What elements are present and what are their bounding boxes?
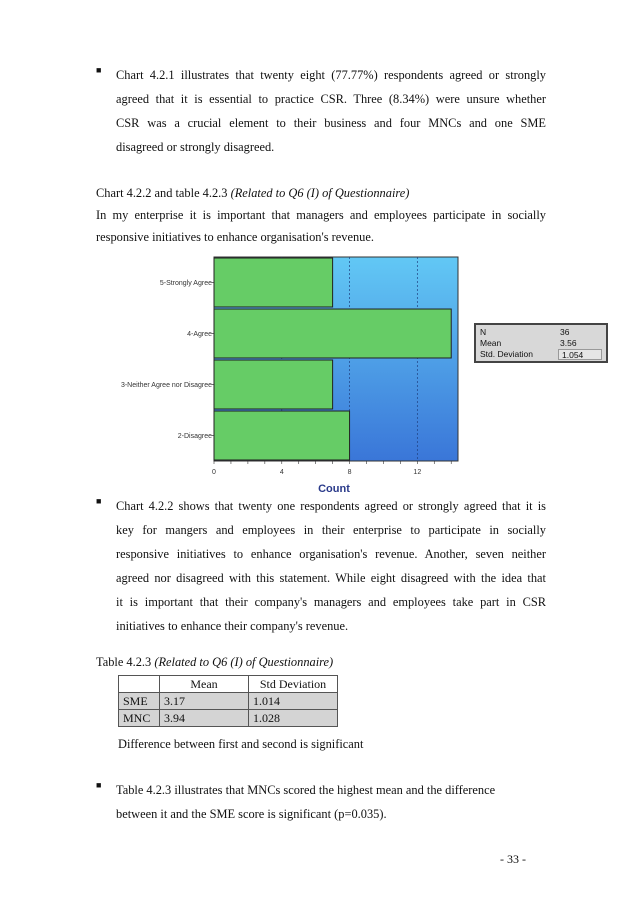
text-line: agreed that it is essential to practice CSR. Three (8.34%) were unsure whether (116, 92, 546, 106)
table-header-cell (119, 676, 160, 693)
chart-heading (96, 182, 546, 204)
category-label: 5-Strongly Agree (159, 280, 212, 287)
bullet-icon: ■ (96, 780, 102, 790)
difference-note-text: Difference between first and second is significant (118, 737, 364, 751)
text-line: key for mangers and employees in their enterprise to participate in socially (116, 523, 546, 537)
page-number: - 33 - (500, 852, 526, 866)
stats-table (118, 675, 338, 727)
stat-label: N (480, 327, 487, 337)
category-label: 3-Neither Agree nor Disagree (120, 382, 212, 389)
x-tick-label: 4 (279, 469, 284, 476)
stat-label: Mean (480, 338, 502, 348)
table-row (119, 693, 338, 710)
text-line: agreed nor disagreed with this statement. While eight disagreed with the idea that (116, 571, 546, 585)
bullet-icon: ■ (96, 496, 102, 506)
stat-row-sd (480, 349, 606, 359)
table-cell: MNC (119, 710, 160, 727)
stat-row-n (480, 327, 606, 337)
text-line: Table 4.2.3 illustrates that MNCs scored the highest mean and the difference (116, 783, 496, 797)
table-heading-prefix: Table 4.2.3 (96, 655, 155, 669)
table-row (119, 710, 338, 727)
table-cell: 3.17 (160, 693, 249, 710)
bar-2 (214, 309, 451, 358)
text-line: Chart 4.2.1 illustrates that twenty eight (77.77%) respondents agreed or strongly (116, 68, 546, 82)
difference-note (118, 733, 568, 755)
table-heading-italic: (Related to Q6 (I) of Questionnaire) (154, 655, 334, 669)
statement-line: In my enterprise it is important that managers and employees participate in socially (96, 208, 546, 222)
text-line: initiatives to enhance their company's revenue. (116, 619, 349, 633)
stat-value: 3.56 (560, 338, 577, 348)
bar-1 (214, 258, 333, 307)
statistics-box (474, 323, 608, 363)
x-axis-title: Count (318, 483, 350, 495)
bullet-paragraph-1 (96, 63, 546, 159)
text-line: CSR was a crucial element to their business and four MNCs and one SME (116, 116, 546, 130)
bar-chart (96, 256, 546, 496)
bullet-paragraph-2 (96, 494, 546, 638)
stat-row-mean (480, 338, 606, 348)
x-tick-label: 8 (347, 469, 352, 476)
table-cell: SME (119, 693, 160, 710)
text-line: it is important that their company's managers and employees take part in CSR (116, 595, 546, 609)
table-header-cell: Mean (160, 676, 249, 693)
bullet-paragraph-3 (96, 778, 546, 826)
table-cell: 1.014 (249, 693, 338, 710)
statement-line: responsive initiatives to enhance organisation's revenue. (96, 230, 374, 244)
bullet-icon: ■ (96, 65, 102, 75)
table-heading (96, 651, 546, 673)
x-tick-label: 0 (212, 469, 216, 476)
stat-value: 36 (560, 327, 570, 337)
bar-3 (214, 360, 333, 409)
stat-value: 1.054 (558, 349, 602, 360)
table-cell: 3.94 (160, 710, 249, 727)
text-line: Chart 4.2.2 shows that twenty one respondents agreed or strongly agreed that it is (116, 499, 546, 513)
bar-chart-svg (96, 256, 546, 496)
table-cell: 1.028 (249, 710, 338, 727)
category-label: 2-Disagree (177, 433, 212, 440)
table-header-row (119, 676, 338, 693)
chart-heading-prefix: Chart 4.2.2 and table 4.2.3 (96, 186, 231, 200)
chart-heading-italic: (Related to Q6 (I) of Questionnaire) (230, 186, 410, 200)
statement (96, 204, 546, 248)
bar-4 (214, 411, 350, 460)
text-line: disagreed or strongly disagreed. (116, 140, 275, 154)
table-header-cell: Std Deviation (249, 676, 338, 693)
text-line: responsive initiatives to enhance organisation's revenue. Another, seven neither (116, 547, 546, 561)
stat-label: Std. Deviation (480, 349, 533, 359)
text-line: between it and the SME score is significant (p=0.035). (116, 807, 387, 821)
category-label: 4-Agree (187, 331, 212, 338)
x-tick-label: 12 (413, 469, 422, 476)
